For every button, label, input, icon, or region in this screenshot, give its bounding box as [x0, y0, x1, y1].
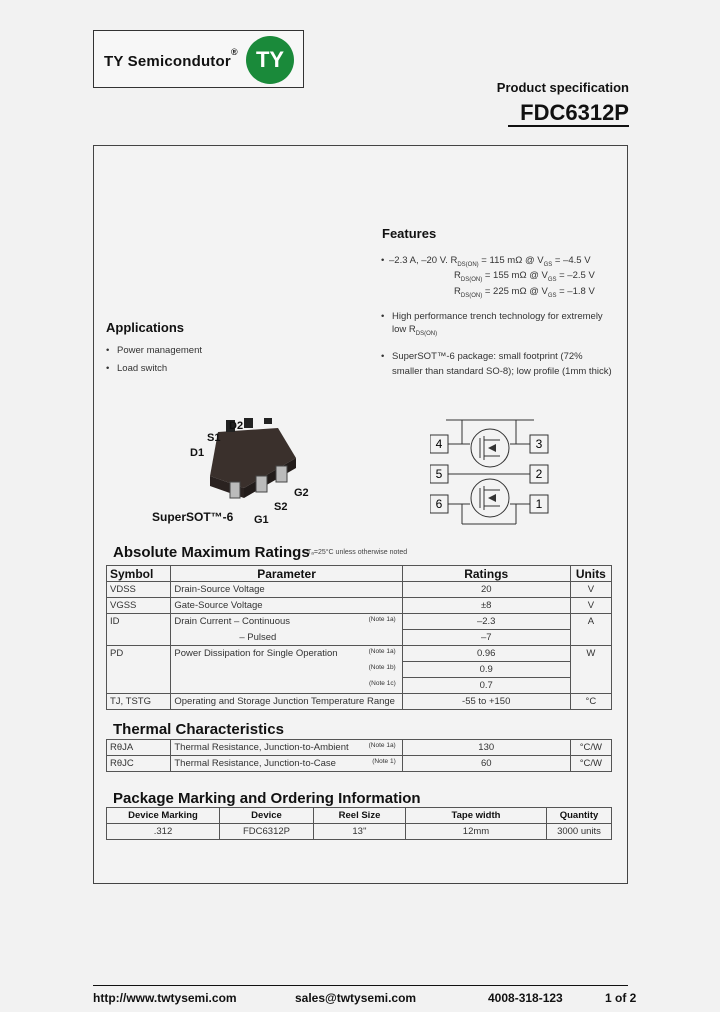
footer-email-link[interactable]: sales@twtysemi.com: [295, 991, 417, 1005]
pin-label-g2: G2: [294, 487, 309, 499]
schematic-pin-label: 3: [535, 437, 543, 451]
logo-mark: TY: [255, 47, 285, 72]
pin-label-d2: D2: [229, 420, 244, 432]
feature-item-3-line2: smaller than standard SO-8); low profile (1mm thick): [392, 366, 612, 377]
product-spec-label: Product specification: [496, 80, 629, 95]
application-item: • Power management: [106, 345, 203, 356]
schematic-pin-label: 5: [435, 467, 443, 481]
table-header-row: Device Marking Device Reel Size Tape width Quantity: [107, 808, 612, 824]
feature-item-2-line2: low $R_{DS(ON)}$: [392, 324, 438, 337]
footer-rule: [93, 985, 628, 986]
feature-item-1: • –2.3 A, –20 V. $R_{DS(ON)} = 115$ mΩ @ $V_{GS} = -4.5$ V: [381, 255, 591, 268]
table-row: ID Drain Current – Continuous (Note 1a) –2.3 A: [107, 614, 612, 630]
table-row: – Pulsed –7: [107, 630, 612, 646]
pin-label-s2: S2: [274, 501, 288, 513]
table-row: (Note 1c) 0.7: [107, 678, 612, 694]
schematic-pin-label: 1: [535, 497, 543, 511]
package-name: SuperSOT™-6: [152, 510, 234, 524]
table-header-row: Symbol Parameter Ratings Units: [107, 566, 612, 582]
ordering-title: Package Marking and Ordering Information: [113, 790, 421, 807]
part-number-title: FDC6312P: [520, 100, 629, 125]
footer-phone: 4008-318-123: [488, 991, 563, 1005]
internal-schematic: [430, 418, 550, 526]
footer-page-number: 1 of 2: [605, 991, 637, 1005]
applications-title: Applications: [106, 320, 185, 335]
table-row: RθJA Thermal Resistance, Junction-to-Ambient (Note 1a) 130 °C/W: [107, 740, 612, 756]
feature-item-1-line3: $R_{DS(ON)} = 225$ mΩ @ $V_{GS} = -1.8$ V: [454, 286, 595, 299]
table-row: RθJC Thermal Resistance, Junction-to-Case (Note 1) 60 °C/W: [107, 756, 612, 772]
features-title: Features: [382, 226, 437, 241]
thermal-table: [106, 739, 612, 772]
pin-label-d1: D1: [190, 447, 205, 459]
abs-max-title: Absolute Maximum Ratings: [113, 544, 310, 561]
table-row: (Note 1b) 0.9: [107, 662, 612, 678]
abs-max-table: [106, 565, 612, 710]
schematic-pin-label: 2: [535, 467, 543, 481]
table-row: VDSS Drain-Source Voltage 20 V: [107, 582, 612, 598]
feature-item-3: • SuperSOT™-6 package: small footprint (72%: [381, 351, 583, 362]
application-item: • Load switch: [106, 363, 168, 374]
table-row: VGSS Gate-Source Voltage ±8 V: [107, 598, 612, 614]
pin-label-s1: S1: [207, 432, 221, 444]
feature-item-2: • High performance trench technology for extremely: [381, 311, 603, 322]
pin-label-g1: G1: [254, 514, 269, 526]
schematic-pin-label: 4: [435, 437, 443, 451]
table-row: .312 FDC6312P 13'' 12mm 3000 units: [107, 824, 612, 840]
table-row: PD Power Dissipation for Single Operation (Note 1a) 0.96 W: [107, 646, 612, 662]
thermal-title: Thermal Characteristics: [113, 721, 284, 738]
header-rule: [508, 125, 629, 127]
company-name: TY Semicondutor: [104, 53, 231, 70]
abs-max-note: Tₐ=25°C unless otherwise noted: [307, 549, 408, 556]
table-row: TJ, TSTG Operating and Storage Junction Temperature Range -55 to +150 °C: [107, 694, 612, 710]
registered-mark: ®: [231, 47, 238, 57]
ordering-table: [106, 807, 612, 840]
footer-url-link[interactable]: http://www.twtysemi.com: [93, 991, 237, 1005]
schematic-pin-label: 6: [435, 497, 443, 511]
feature-item-1-line2: $R_{DS(ON)} = 155$ mΩ @ $V_{GS} = -2.5$ V: [454, 270, 595, 283]
